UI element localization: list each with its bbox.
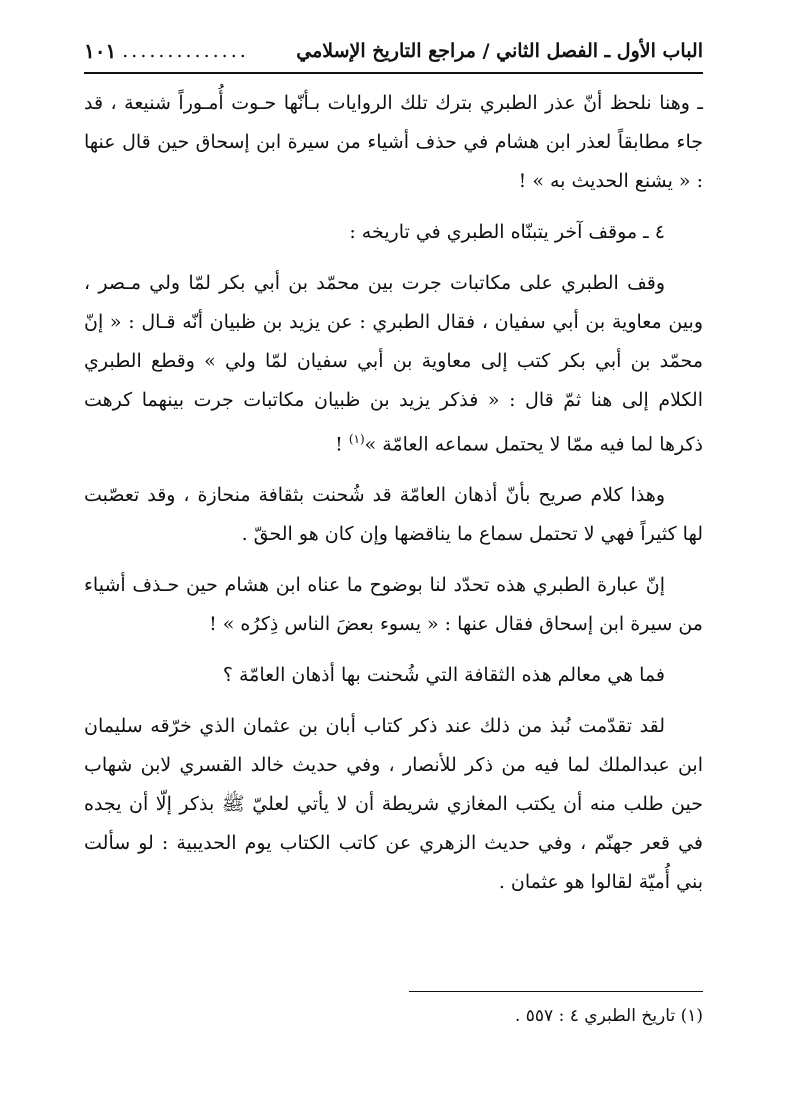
- paragraph-2: [84, 264, 703, 464]
- paragraph-question: فما هي معالم هذه الثقافة التي شُحنت بها أذهان العامّة ؟: [222, 664, 665, 687]
- paragraph-3: وهذا كلام صريح بأنّ أذهان العامّة قد شُحنت بثقافة منحازة ، وقد تعصّبت لها كثيراً فهي لا تحتمل سماع ما يناقضها وإن كان هو الحقّ .: [84, 484, 703, 546]
- paragraph-1: ـ وهنا نلحظ أنّ عذر الطبري بترك تلك الروايات بـأنّها حـوت أُمـوراً شنيعة ، قد جاء مطابقاً لعذر ابن هشام في حذف أشياء من سيرة ابن إسحاق حين قال عنها : « يشنع الحديث به » !: [84, 92, 703, 192]
- body-text: [84, 84, 703, 914]
- paragraph-2-text: وقف الطبري على مكاتبات جرت بين محمّد بن أبي بكر لمّا ولي مـصر ، وبين معاوية بن أبي سفيان ، فقال الطبري : عن يزيد بن ظبيان أنّه قـال : « إنّ محمّد بن أبي بكر كتب إلى معاوية بن أبي سفيان لمّا ولي » وقطع الطبري الكلام إلى هنا ثمّ قال : « فذكر يزيد بن ظبيان مكاتبات جرت بينهما كرهت ذكرها لما فيه ممّا لا يحتمل سماعه العامّة »: [84, 272, 703, 456]
- paragraph-4: إنّ عبارة الطبري هذه تحدّد لنا بوضوح ما عناه ابن هشام حين حـذف أشياء من سيرة ابن إسحاق فقال عنها : « يسوء بعضَ الناس ذِكرُه » !: [84, 574, 703, 636]
- paragraph-5: لقد تقدّمت نُبذ من ذلك عند ذكر كتاب أبان بن عثمان الذي خرّقه سليمان ابن عبدالملك لما فيه من ذكر للأنصار ، وفي حديث خالد القسري لابن شهاب حين طلب منه أن يكتب المغازي شريطة أن لا يأتي لعليّ ﷺ بذكر إلّا أن يجده في قعر جهنّم ، وفي حديث الزهري عن كاتب الكتاب يوم الحديبية : لو سألت بني أُميّة لقالوا هو عثمان .: [84, 715, 703, 894]
- running-title: الباب الأول ـ الفصل الثاني / مراجع التاريخ الإسلامي: [296, 40, 703, 62]
- section-heading: ٤ ـ موقف آخر يتبنّاه الطبري في تاريخه :: [349, 221, 665, 243]
- header-page-indicator: [84, 39, 249, 63]
- paragraph-2-exclamation: !: [335, 433, 349, 456]
- footnote-divider: [409, 991, 703, 992]
- page-number: ١٠١: [84, 39, 117, 63]
- footnote: (١) تاريخ الطبري ٤ : ٥٥٧ .: [514, 1006, 703, 1026]
- running-header: [84, 34, 703, 68]
- footnote-marker: (١): [348, 432, 365, 446]
- header-dots: ..............: [122, 40, 249, 62]
- header-divider: [84, 72, 703, 74]
